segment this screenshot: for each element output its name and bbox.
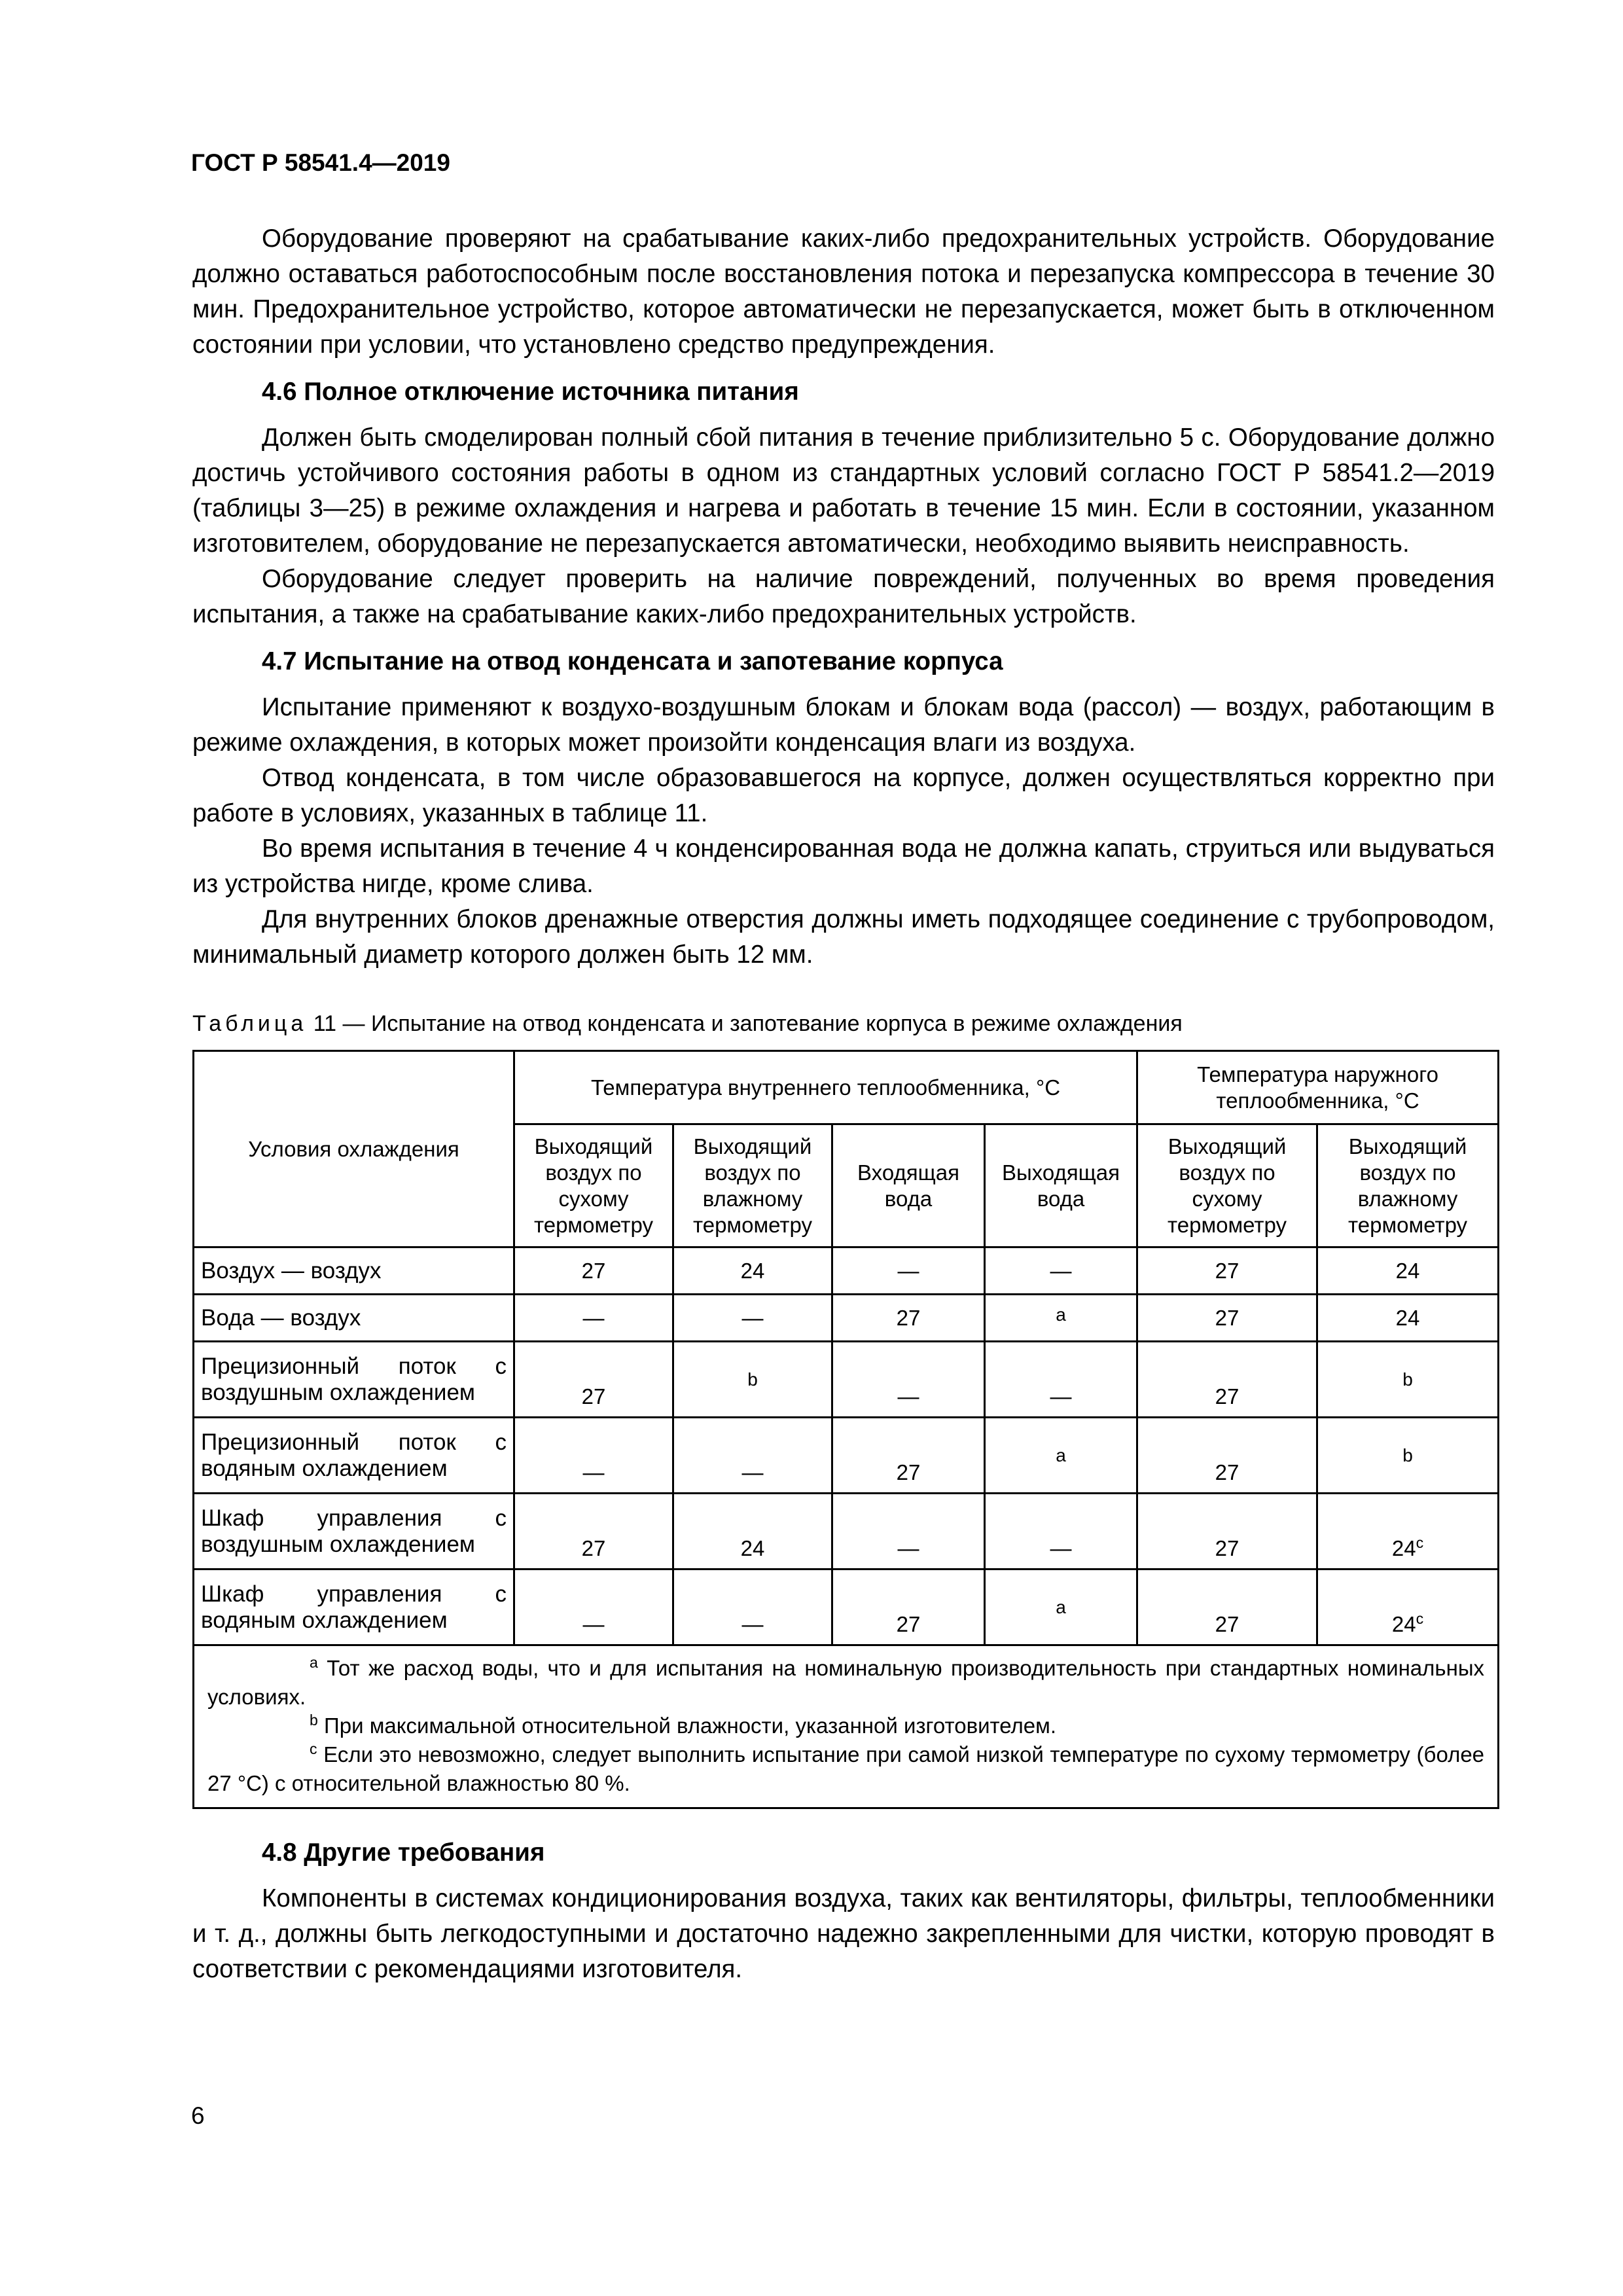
cell: 24 <box>1317 1295 1499 1342</box>
cell: 24 <box>1317 1247 1499 1295</box>
table-footnotes <box>194 1645 1499 1808</box>
cell: 27 <box>1137 1418 1317 1494</box>
page-number: 6 <box>191 2102 205 2129</box>
row-label: Шкаф управления с воздушным охлаждением <box>194 1494 514 1570</box>
header-sub: Выходящая вода <box>985 1124 1137 1247</box>
cell: 27 <box>514 1247 673 1295</box>
document-header: ГОСТ Р 58541.4—2019 <box>191 149 450 176</box>
footnote-mark: c <box>1416 1610 1424 1627</box>
row-label: Вода — воздух <box>194 1295 514 1342</box>
footnote-text: Тот же расход воды, что и для испытания на номинальную производительность при стандартных номинальных условиях. <box>207 1656 1485 1709</box>
table-row <box>194 1494 1499 1570</box>
header-conditions: Условия охлаждения <box>194 1051 514 1247</box>
cell-value: 24 <box>1391 1612 1416 1636</box>
footnote-mark: c <box>1416 1534 1424 1551</box>
header-sub: Входящая вода <box>832 1124 985 1247</box>
paragraph: Компоненты в системах кондиционирования воздуха, таких как вентиляторы, фильтры, теплообменники и т. д., должны быть легкодоступными и достаточно надежно закрепленными для чистки, которую проводят в соответствии с рекомендациями изготовителя. <box>192 1884 1495 1983</box>
footnote-text: При максимальной относительной влажности, указанной изготовителем. <box>324 1713 1057 1738</box>
section-heading-4-8: 4.8 Другие требования <box>262 1839 545 1867</box>
cell <box>1317 1494 1499 1570</box>
footnote-mark: c <box>310 1740 317 1757</box>
cell: 27 <box>832 1570 985 1645</box>
row-label: Прецизионный поток с воздушным охлаждением <box>194 1342 514 1418</box>
cell: — <box>832 1342 985 1418</box>
table-footnotes-row <box>194 1645 1499 1808</box>
cell: — <box>673 1418 832 1494</box>
cell: — <box>514 1418 673 1494</box>
cell: 27 <box>832 1418 985 1494</box>
footnote <box>207 1654 1484 1712</box>
header-sub: Выходящий воздух по сухому термометру <box>514 1124 673 1247</box>
cell: 27 <box>1137 1247 1317 1295</box>
footnote-mark: b <box>310 1712 318 1729</box>
cell: — <box>832 1494 985 1570</box>
cell-footnote-mark: b <box>1317 1342 1499 1418</box>
cell-footnote-mark: b <box>1317 1418 1499 1494</box>
header-group-inner: Температура внутреннего теплообменника, °С <box>514 1051 1137 1124</box>
cell-footnote-mark: a <box>985 1295 1137 1342</box>
cell: 27 <box>832 1295 985 1342</box>
cell: 24 <box>673 1494 832 1570</box>
cell: — <box>985 1247 1137 1295</box>
cell: 27 <box>1137 1570 1317 1645</box>
cell: 27 <box>1137 1342 1317 1418</box>
row-label: Шкаф управления с водяным охлаждением <box>194 1570 514 1645</box>
section-heading-4-6: 4.6 Полное отключение источника питания <box>262 378 799 406</box>
cell: — <box>514 1295 673 1342</box>
cell: 27 <box>1137 1295 1317 1342</box>
cell: — <box>673 1295 832 1342</box>
paragraph: Оборудование проверяют на срабатывание каких-либо предохранительных устройств. Оборудование должно оставаться работоспособным после восстановления потока и перезапуска компрессора в течение 30 мин. Предохранительное устройство, которое автоматически не перезапускается, может быть в отключенном состоянии при условии, что установлено средство предупреждения. <box>192 224 1495 359</box>
footnote <box>207 1740 1484 1798</box>
paragraph: Для внутренних блоков дренажные отверстия должны иметь подходящее соединение с трубопроводом, минимальный диаметр которого должен быть 12 мм. <box>192 905 1495 969</box>
table-caption-text: 11 — Испытание на отвод конденсата и запотевание корпуса в режиме охлаждения <box>313 1011 1183 1036</box>
table-caption <box>192 1008 1495 1039</box>
table-11 <box>192 1050 1499 1809</box>
cell: 27 <box>514 1494 673 1570</box>
paragraph: Должен быть смоделирован полный сбой питания в течение приблизительно 5 с. Оборудование должно достичь устойчивого состояния работы в одном из стандартных условий согласно ГОСТ Р 58541.2—2019 (таблицы 3—25) в режиме охлаждения и нагрева и работать в течение 15 мин. Если в состоянии, указанном изготовителем, оборудование не перезапускается автоматически, необходимо выявить неисправность. <box>192 423 1495 558</box>
cell: 24 <box>673 1247 832 1295</box>
cell <box>1317 1570 1499 1645</box>
table-row <box>194 1342 1499 1418</box>
row-label: Прецизионный поток с водяным охлаждением <box>194 1418 514 1494</box>
cell: 27 <box>1137 1494 1317 1570</box>
section-heading-4-7: 4.7 Испытание на отвод конденсата и запотевание корпуса <box>262 647 1003 675</box>
row-label: Воздух — воздух <box>194 1247 514 1295</box>
cell: — <box>832 1247 985 1295</box>
cell-footnote-mark: b <box>673 1342 832 1418</box>
footnote-mark: a <box>310 1654 318 1671</box>
paragraph: Оборудование следует проверить на наличие повреждений, полученных во время проведения испытания, а также на срабатывание каких-либо предохранительных устройств. <box>192 565 1495 628</box>
table-row <box>194 1295 1499 1342</box>
table-row <box>194 1570 1499 1645</box>
footnote <box>207 1712 1484 1740</box>
table-row <box>194 1418 1499 1494</box>
header-group-outer: Температура наружного теплообменника, °С <box>1137 1051 1499 1124</box>
header-sub: Выходящий воздух по влажному термометру <box>1317 1124 1499 1247</box>
paragraph: Во время испытания в течение 4 ч конденсированная вода не должна капать, струиться или выдуваться из устройства нигде, кроме слива. <box>192 834 1495 898</box>
paragraph: Отвод конденсата, в том числе образовавшегося на корпусе, должен осуществляться корректно при работе в условиях, указанных в таблице 11. <box>192 764 1495 827</box>
cell: 27 <box>514 1342 673 1418</box>
cell: — <box>514 1570 673 1645</box>
paragraph: Испытание применяют к воздухо-воздушным блокам и блокам вода (рассол) — воздух, работающим в режиме охлаждения, в которых может произойти конденсация влаги из воздуха. <box>192 693 1495 757</box>
table-row <box>194 1247 1499 1295</box>
footnote-text: Если это невозможно, следует выполнить испытание при самой низкой температуре по сухому термометру (более 27 °С) с относительной влажностью 80 %. <box>207 1742 1485 1795</box>
cell-value: 24 <box>1391 1536 1416 1560</box>
cell: — <box>985 1494 1137 1570</box>
cell: — <box>673 1570 832 1645</box>
cell: — <box>985 1342 1137 1418</box>
header-sub: Выходящий воздух по влажному термометру <box>673 1124 832 1247</box>
header-sub: Выходящий воздух по сухому термометру <box>1137 1124 1317 1247</box>
table-caption-word: Таблица <box>192 1011 308 1036</box>
cell-footnote-mark: a <box>985 1570 1137 1645</box>
document-body <box>192 221 1495 1987</box>
cell-footnote-mark: a <box>985 1418 1137 1494</box>
